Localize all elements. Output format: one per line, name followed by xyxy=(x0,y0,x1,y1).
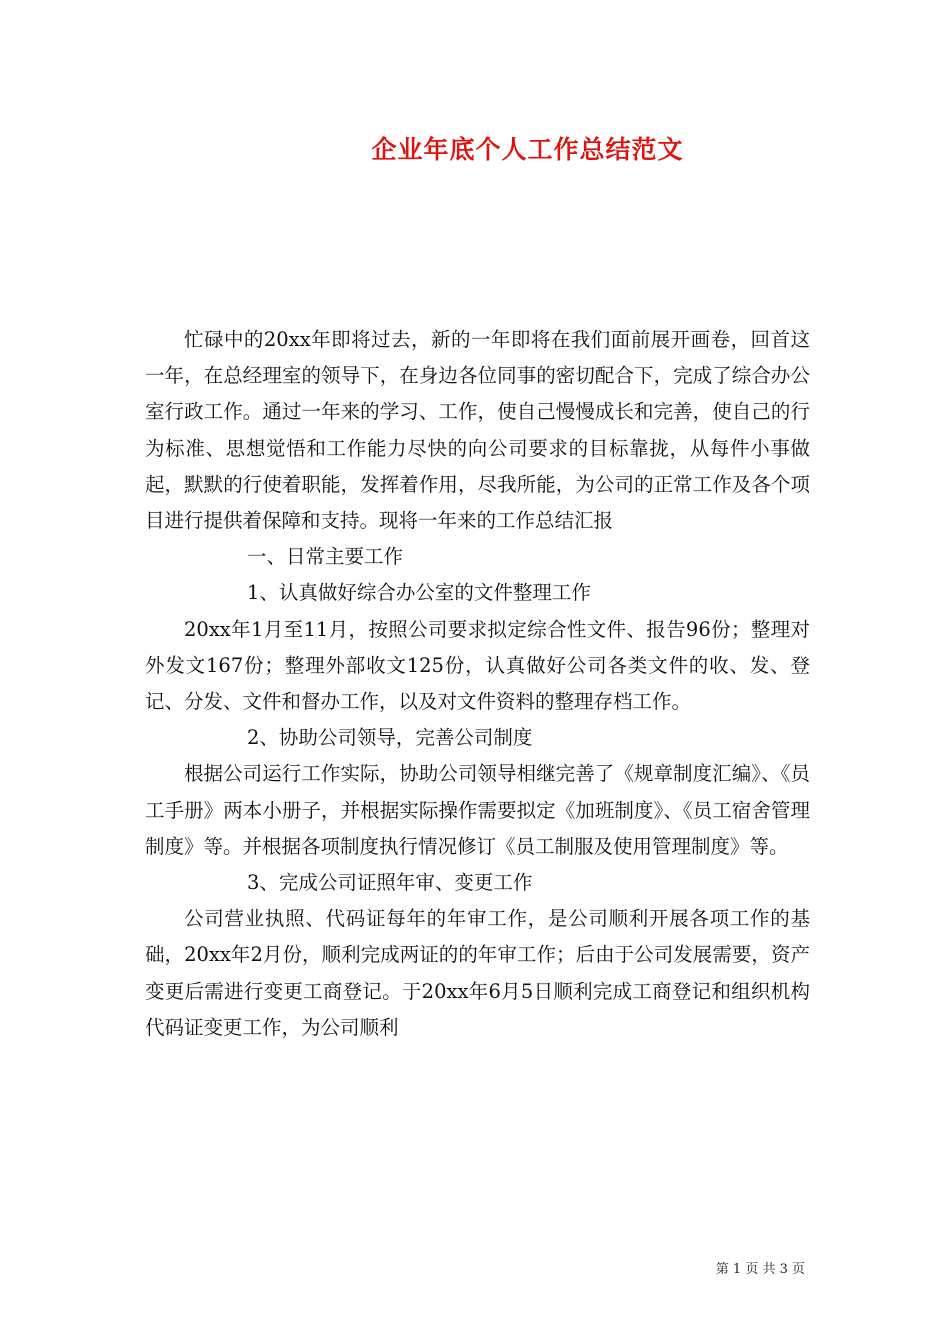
section-heading-daily-work: 一、日常主要工作 xyxy=(247,545,404,569)
company-rules-paragraph: 根据公司运行工作实际，协助公司领导相继完善了《规章制度汇编》、《员工手册》两本小册子，并根据实际操作需要拟定《加班制度》、《员工宿舍管理制度》等。并根据各项制度执行情况修订《员工制服及使用管理制度》等。 xyxy=(145,762,810,858)
subsection-heading-license-review: 3、完成公司证照年审、变更工作 xyxy=(247,871,533,895)
document-title: 企业年底个人工作总结范文 xyxy=(371,135,684,164)
file-management-paragraph: 20xx年1月至11月，按照公司要求拟定综合性文件、报告96份；整理对外发文167份；整理外部收文125份，认真做好公司各类文件的收、发、登记、分发、文件和督办工作，以及对文件资料的整理存档工作。 xyxy=(145,617,810,714)
subsection-heading-company-rules: 2、协助公司领导，完善公司制度 xyxy=(247,726,533,750)
page-number-footer: 第 1 页 共 3 页 xyxy=(715,1262,805,1277)
document-body xyxy=(145,322,810,1046)
license-review-paragraph: 公司营业执照、代码证每年的年审工作，是公司顺利开展各项工作的基础，20xx年2月份，顺利完成两证的的年审工作；后由于公司发展需要，资产变更后需进行变更工商登记。于20xx年6月5日顺利完成工商登记和组织机构代码证变更工作，为公司顺利 xyxy=(145,907,810,1039)
intro-paragraph: 忙碌中的20xx年即将过去，新的一年即将在我们面前展开画卷，回首这一年，在总经理室的领导下，在身边各位同事的密切配合下，完成了综合办公室行政工作。通过一年来的学习、工作，使自己慢慢成长和完善，使自己的行为标准、思想觉悟和工作能力尽快的向公司要求的目标靠拢，从每件小事做起，默默的行使着职能，发挥着作用，尽我所能，为公司的正常工作及各个项目进行提供着保障和支持。现将一年来的工作总结汇报 xyxy=(145,328,810,533)
subsection-heading-file-management: 1、认真做好综合办公室的文件整理工作 xyxy=(247,581,591,605)
